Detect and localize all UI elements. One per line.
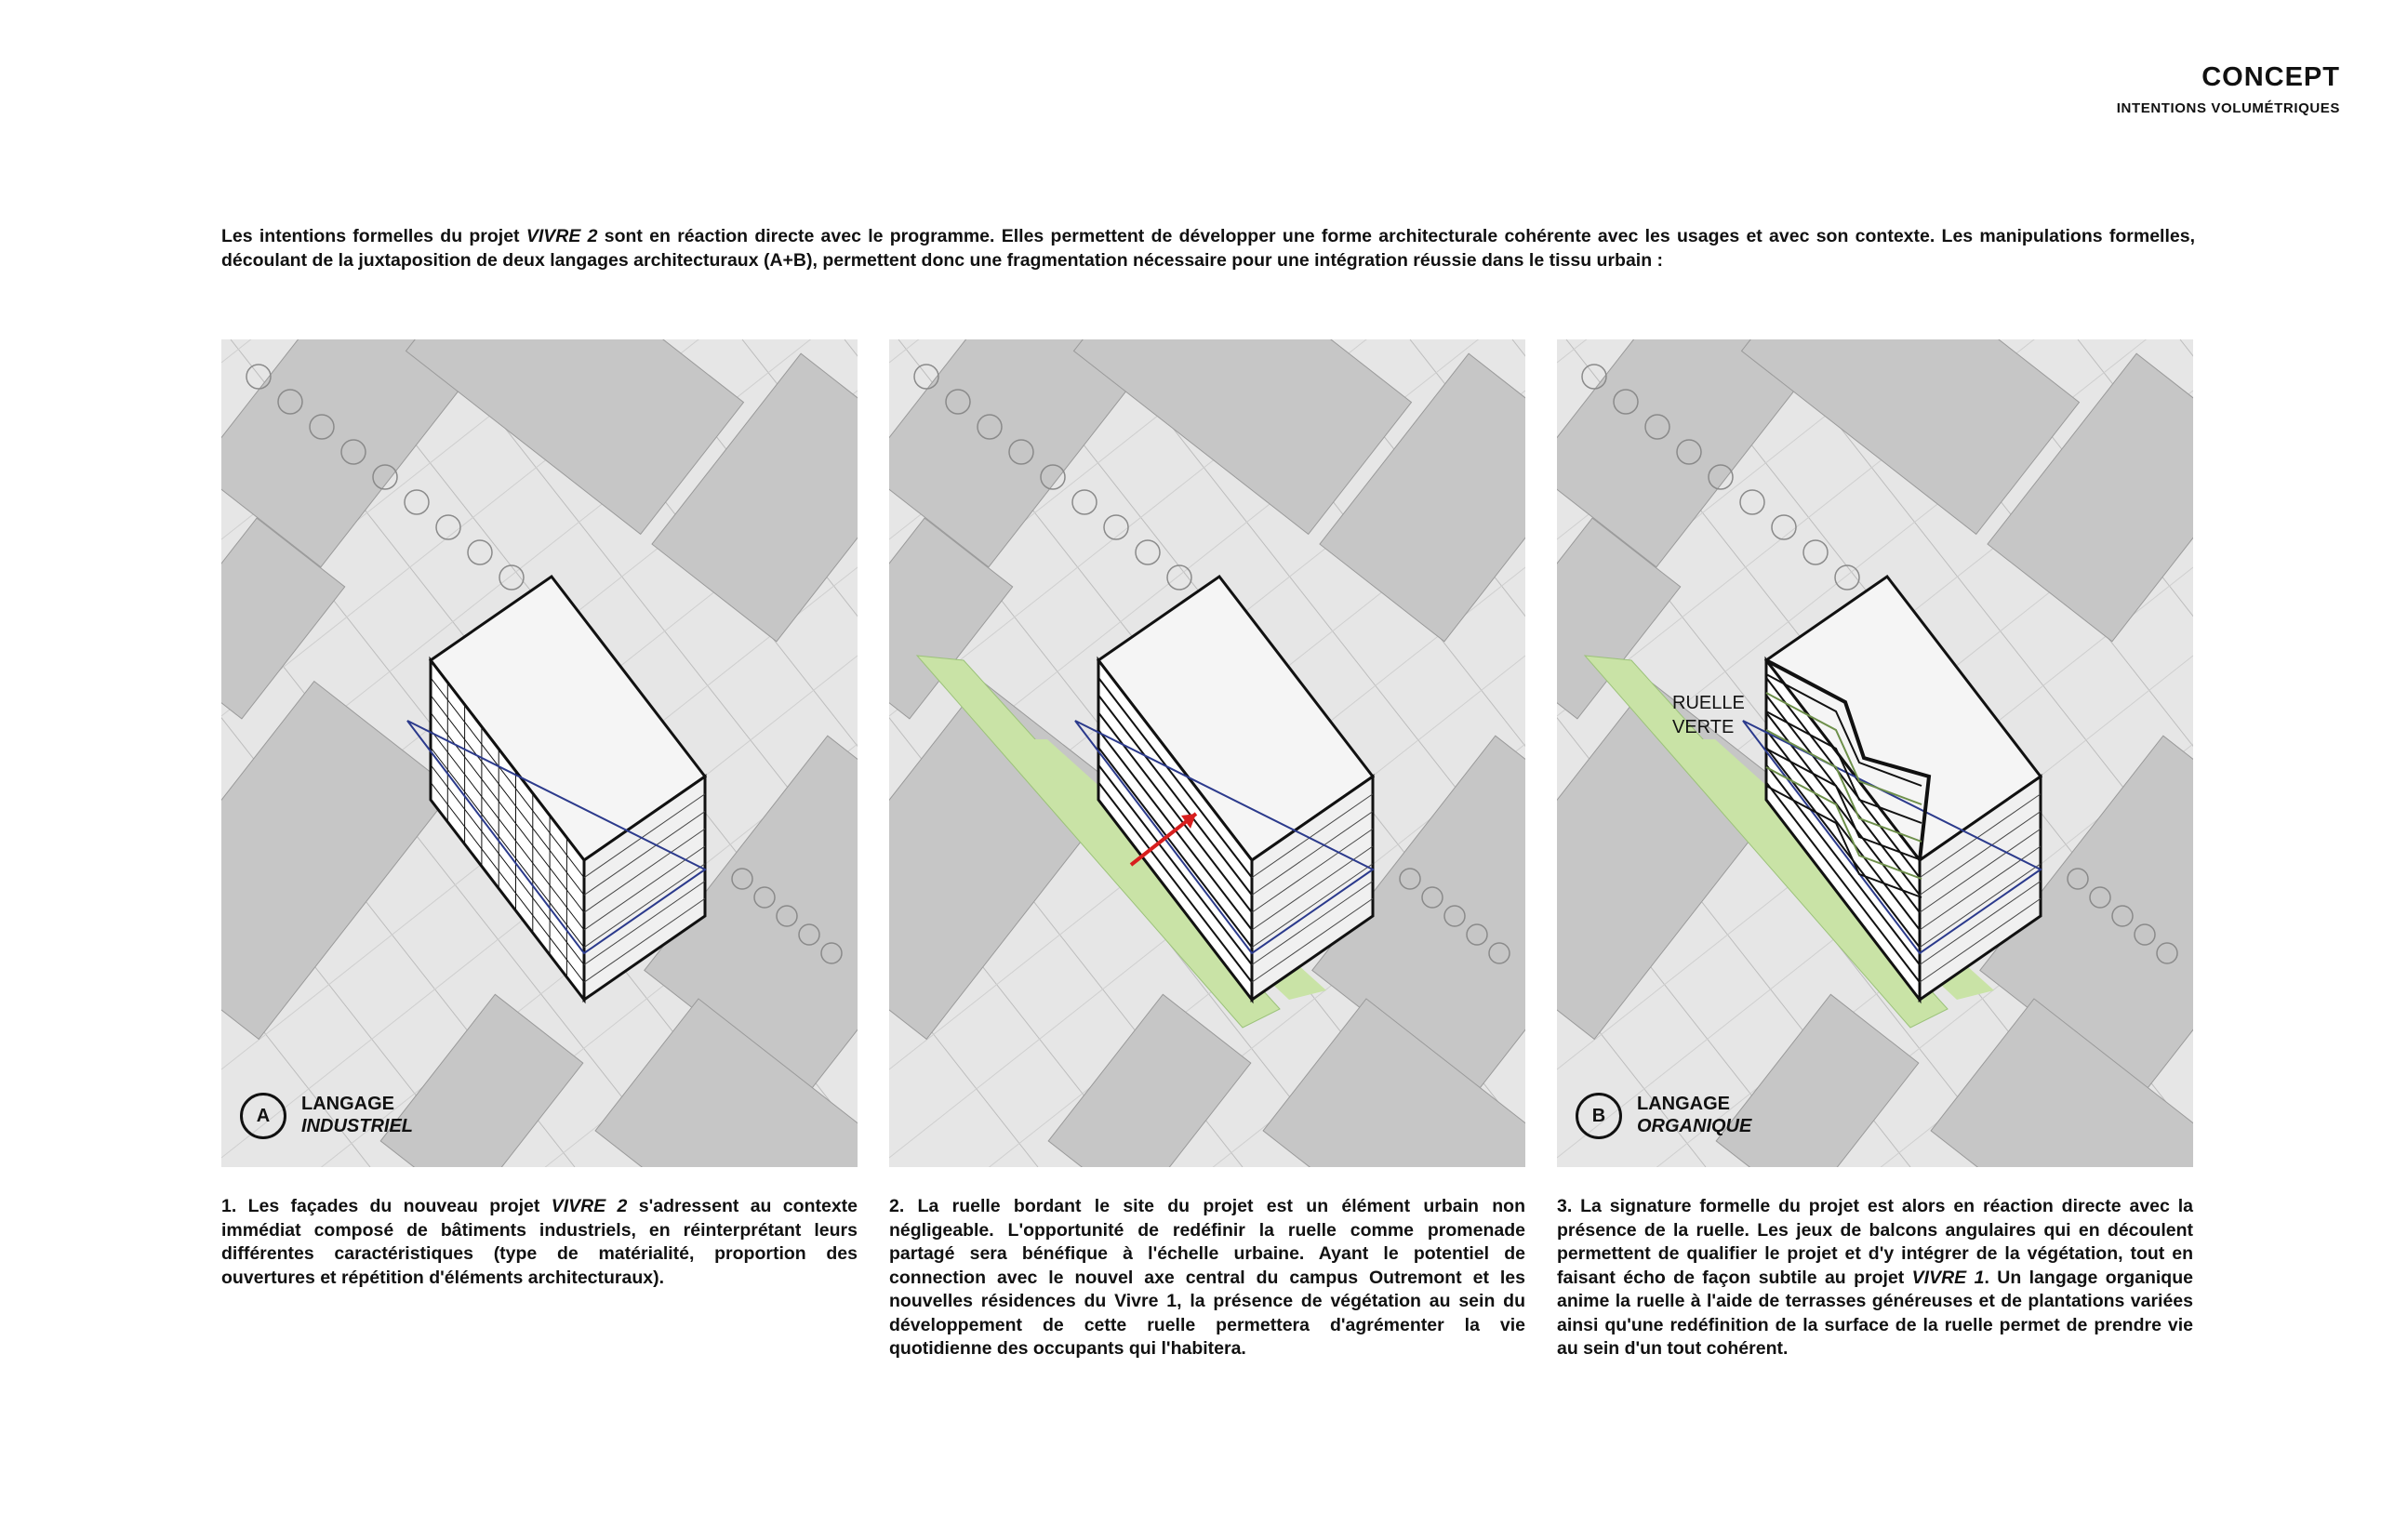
tree-symbol <box>1104 515 1128 539</box>
tree-symbol <box>1136 540 1160 564</box>
label-line2: ORGANIQUE <box>1637 1116 1752 1136</box>
caption-3-project: VIVRE 1 <box>1911 1267 1985 1288</box>
caption-1-text-a: 1. Les façades du nouveau projet <box>221 1196 552 1216</box>
tree-symbol <box>468 540 492 564</box>
caption-3-text-a: 3. La signature formelle du projet est alors en réaction directe avec la présence de la ruelle. Les jeux de balcons angulaires qui en découlent permettent de qualifier le projet et d'y intégrer de la végétation, tout en faisant écho de façon subtile au projet <box>1557 1196 2193 1288</box>
tree-symbol <box>246 365 271 389</box>
page-title: CONCEPT <box>2201 62 2340 92</box>
caption-1-project: VIVRE 2 <box>551 1196 628 1216</box>
label-langage-organique <box>1637 1093 1751 1137</box>
caption-2 <box>889 1195 1525 1361</box>
label-langage-industriel <box>301 1093 413 1137</box>
page-subtitle: INTENTIONS VOLUMÉTRIQUES <box>2116 100 2340 116</box>
site-plan-b <box>1557 339 2193 1167</box>
site-plan-a <box>221 339 858 1167</box>
badge-b: B <box>1576 1093 1622 1139</box>
label-line2: INDUSTRIEL <box>301 1116 413 1136</box>
intro-paragraph <box>221 224 2195 272</box>
tree-symbol <box>1582 365 1606 389</box>
tree-symbol <box>436 515 460 539</box>
annotation-line2: VERTE <box>1672 717 1735 737</box>
tree-symbol <box>405 490 429 514</box>
tree-symbol <box>1072 490 1097 514</box>
tree-symbol <box>1803 540 1828 564</box>
building-organique <box>1743 577 2041 1000</box>
intro-text-2: sont en réaction directe avec le programme. Elles permettent de développer une forme architecturale cohérente avec les usages et avec son contexte. Les manipulations formelles, découlant de la juxtaposition de deux langages architecturaux (A+B), permettent donc une fragmentation nécessaire pour une intégration réussie dans le tissu urbain : <box>221 226 2195 271</box>
caption-1-text-b: s'adressent au contexte immédiat composé de bâtiments industriels, en réinterprétant leurs différentes caractéristiques (type de matérialité, proportion des ouvertures et répétition d'éléments architecturaux). <box>221 1196 858 1288</box>
annotation-line1: RUELLE <box>1672 693 1745 713</box>
city-block <box>1048 994 1251 1167</box>
page-header <box>2117 63 2340 116</box>
city-block <box>1716 994 1919 1167</box>
diagram-panel-ruelle <box>889 339 1525 1167</box>
caption-1 <box>221 1195 858 1290</box>
caption-2-text: 2. La ruelle bordant le site du projet est un élément urbain non négligeable. L'opportunité de redéfinir la ruelle comme promenade partagé sera bénéfique à l'échelle urbaine. Ayant le potentiel de connection avec le nouvel axe central du campus Outremont et les nouvelles résidences du Vivre 1, la présence de végétation au sein du développement de cette ruelle permettera d'agrémenter la vie quotidienne des occupants qui l'habitera. <box>889 1196 1525 1359</box>
badge-a: A <box>240 1093 286 1139</box>
tree-symbol <box>1740 490 1764 514</box>
site-plan-ruelle <box>889 339 1525 1167</box>
city-block <box>380 994 583 1167</box>
diagram-panel-a <box>221 339 858 1167</box>
caption-3-text-b: . Un langage organique anime la ruelle à l'aide de terrasses généreuses et de plantations variées ainsi qu'une redéfinition de la surface de la ruelle permet de prendre vie au sein d'un tout cohérent. <box>1557 1267 2193 1359</box>
intro-text-1: Les intentions formelles du projet <box>221 226 526 246</box>
diagram-panel-b <box>1557 339 2193 1167</box>
intro-project-name: VIVRE 2 <box>525 226 598 246</box>
label-line1: LANGAGE <box>301 1094 394 1114</box>
ruelle-verte-annotation <box>1672 691 1745 739</box>
label-line1: LANGAGE <box>1637 1094 1730 1114</box>
tree-symbol <box>1772 515 1796 539</box>
building-ruelle <box>1075 577 1373 1000</box>
building-industrial <box>407 577 705 1000</box>
tree-symbol <box>914 365 938 389</box>
caption-3 <box>1557 1195 2193 1361</box>
